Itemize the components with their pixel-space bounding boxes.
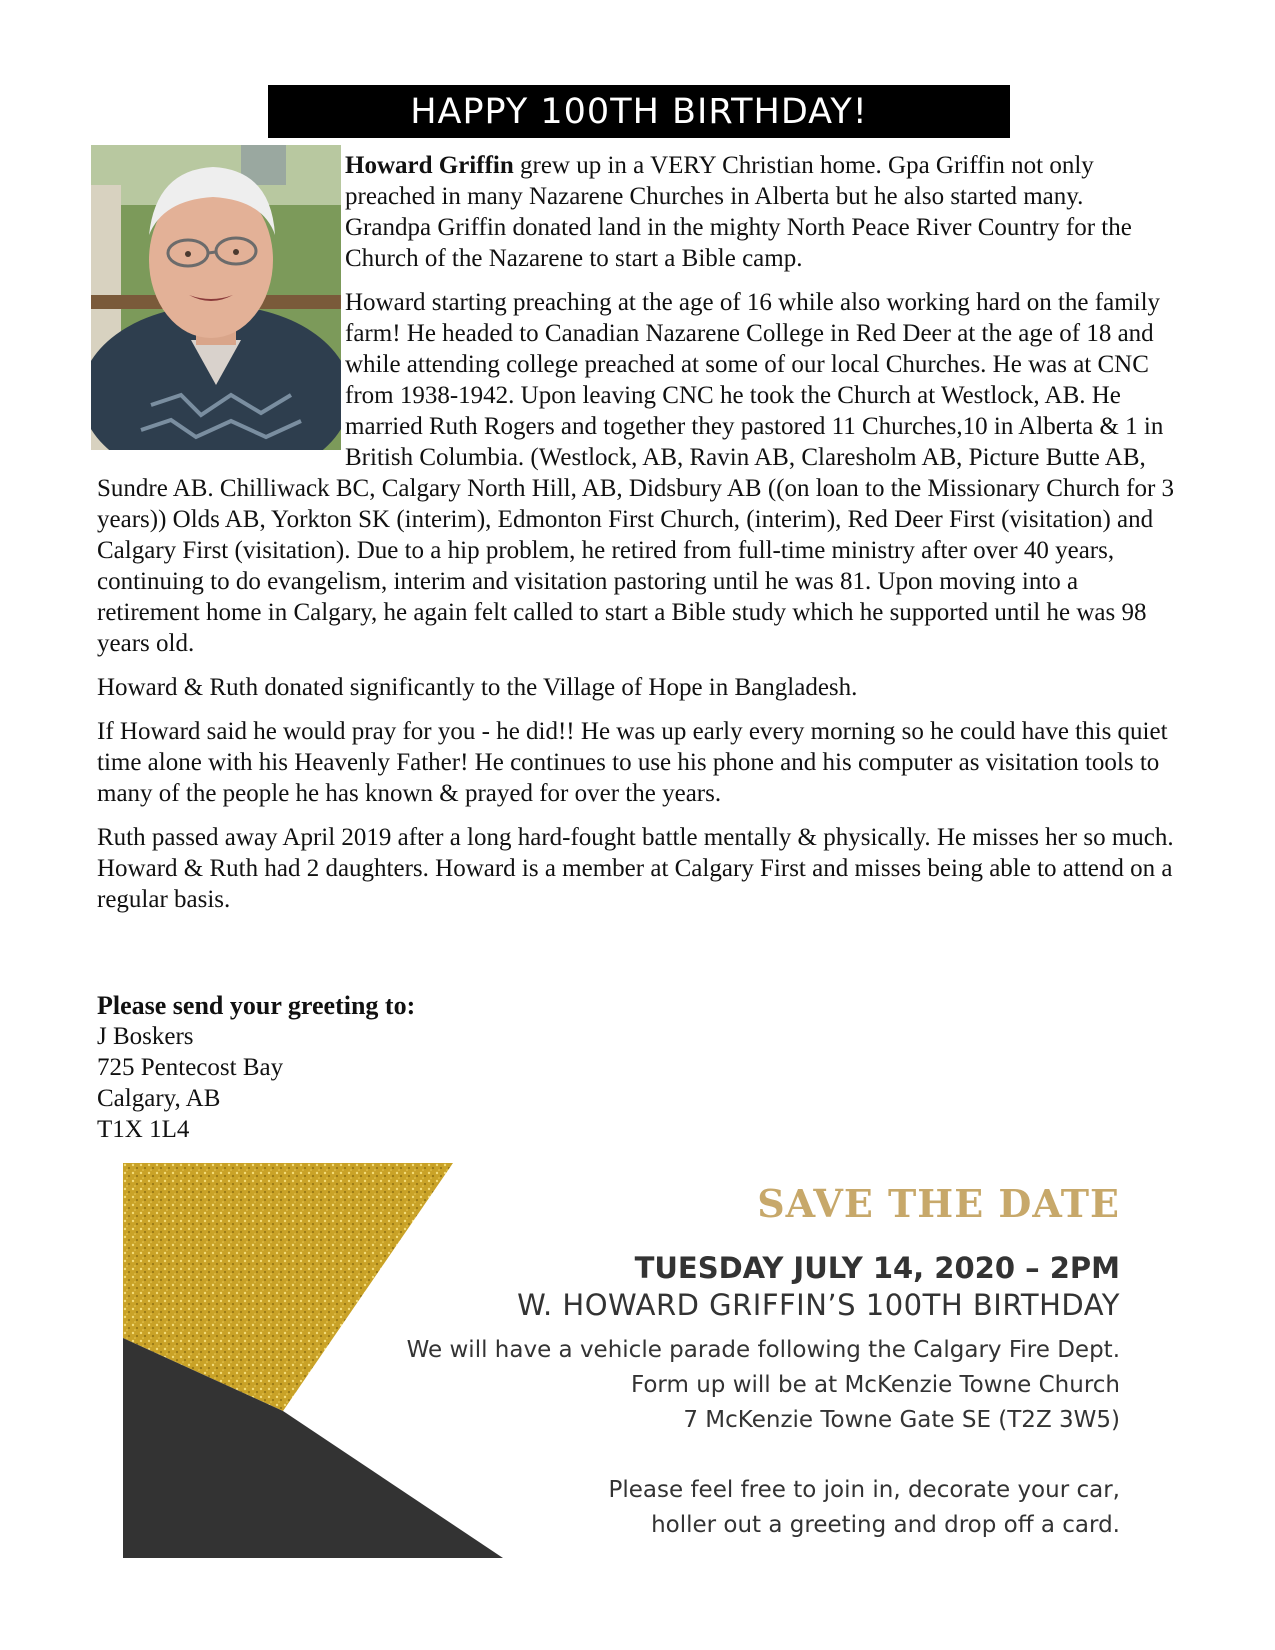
address-street: 725 Pentecost Bay (97, 1054, 284, 1081)
bio-paragraph-4: If Howard said he would pray for you - he did!! He was up early every morning so he could have this quiet time alone with his Heavenly Father! He continues to use his phone and his computer as visitation tools to many of the people he has known & prayed for over the years. (97, 718, 1168, 807)
event-occasion: W. HOWARD GRIFFIN’S 100TH BIRTHDAY (517, 1288, 1120, 1322)
details-gap (407, 1438, 1120, 1473)
details-line-2: Form up will be at McKenzie Towne Church (630, 1372, 1120, 1398)
greeting-address (97, 990, 415, 1145)
details-line-5: holler out a greeting and drop off a card. (651, 1512, 1120, 1538)
save-the-date-card (123, 1163, 1135, 1558)
address-name: J Boskers (97, 1023, 194, 1050)
event-date: TUESDAY JULY 14, 2020 – 2PM (634, 1251, 1120, 1285)
details-line-1: We will have a vehicle parade following the Calgary Fire Dept. (406, 1337, 1120, 1363)
greeting-heading: Please send your greeting to: (97, 991, 416, 1020)
bio-paragraph-5: Ruth passed away April 2019 after a long hard-fought battle mentally & physically. He misses her so much. Howard & Ruth had 2 daughters. Howard is a member at Calgary First and misses being able to attend on a regular basis. (97, 824, 1174, 913)
biography-article (97, 150, 1175, 928)
save-the-date-heading: SAVE THE DATE (757, 1181, 1120, 1226)
event-details (407, 1333, 1120, 1543)
bio-name: Howard Griffin (345, 152, 514, 179)
bio-paragraph-1-text: grew up in a VERY Christian home. Gpa Griffin not only preached in many Nazarene Churches in Alberta but he also started many. Grandpa Griffin donated land in the mighty North Peace River Country for the Church of the Nazarene to start a Bible camp. (345, 152, 1132, 272)
details-line-3: 7 McKenzie Towne Gate SE (T2Z 3W5) (683, 1407, 1120, 1433)
photo-float-spacer (97, 150, 345, 462)
address-city: Calgary, AB (97, 1085, 221, 1112)
address-postal: T1X 1L4 (97, 1116, 190, 1143)
bio-paragraph-2: Howard starting preaching at the age of 16 while also working hard on the family farm! He headed to Canadian Nazarene College in Red Deer at the age of 18 and while attending college preached at some of our local Churches. He was at CNC from 1938-1942. Upon leaving CNC he took the Church at Westlock, AB. He married Ruth Rogers and together they pastored 11 Churches,10 in Alberta & 1 in British Columbia. (Westlock, AB, Ravin AB, Claresholm AB, Picture Butte AB, Sundre AB. Chilliwack BC, Calgary North Hill, AB, Didsbury AB ((on loan to the Missionary Church for 3 years)) Olds AB, Yorkton SK (interim), Edmonton First Church, (interim), Red Deer First (visitation) and Calgary First (visitation). Due to a hip problem, he retired from full-time ministry after over 40 years, continuing to do evangelism, interim and visitation pastoring until he was 81. Upon moving into a retirement home in Calgary, he again felt called to start a Bible study which he supported until he was 98 years old. (97, 289, 1175, 657)
bio-paragraph-3: Howard & Ruth donated significantly to the Village of Hope in Bangladesh. (97, 674, 858, 701)
banner-title: HAPPY 100TH BIRTHDAY! (268, 85, 1010, 138)
details-line-4: Please feel free to join in, decorate your car, (608, 1477, 1120, 1503)
